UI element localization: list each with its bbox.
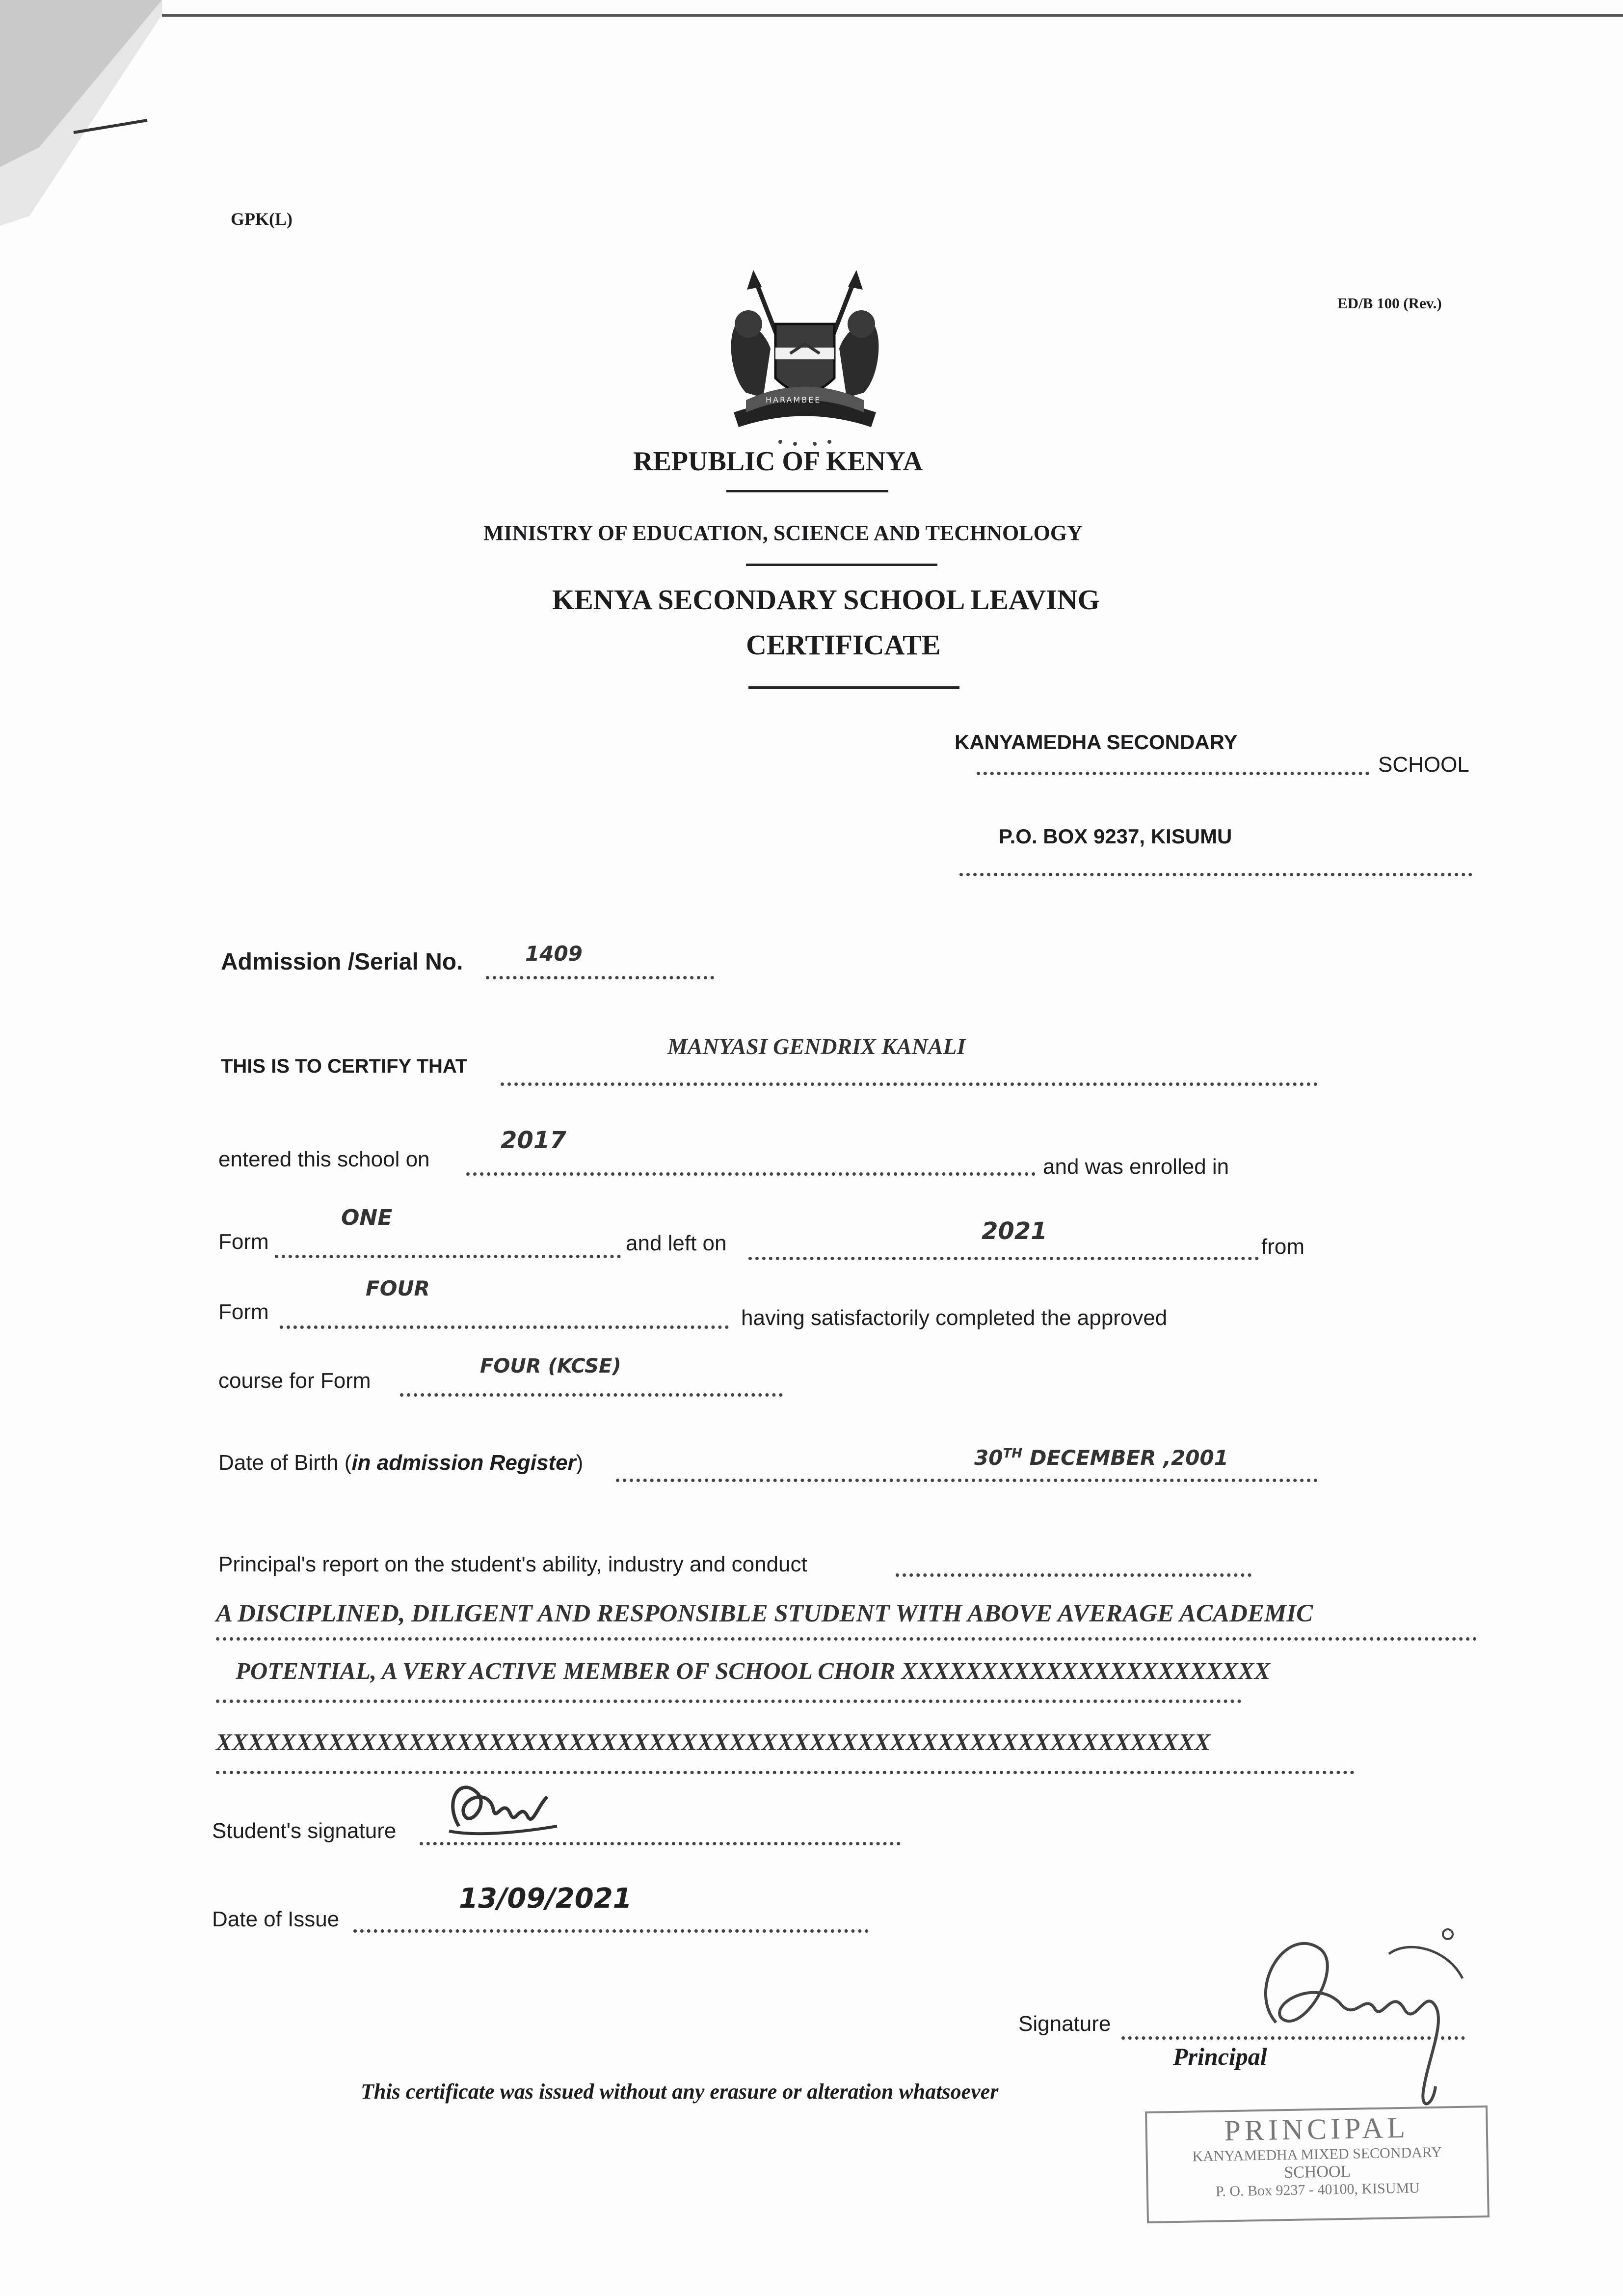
school-address-line bbox=[959, 873, 1472, 876]
republic-heading: REPUBLIC OF KENYA bbox=[633, 446, 923, 477]
issue-line bbox=[353, 1929, 869, 1933]
course-line bbox=[400, 1393, 783, 1397]
course-value: FOUR (KCSE) bbox=[480, 1355, 621, 1378]
report-underline-2 bbox=[216, 1700, 1242, 1703]
school-address: P.O. BOX 9237, KISUMU bbox=[999, 825, 1232, 848]
coat-of-arms-motto: HARAMBEE bbox=[766, 395, 822, 405]
report-line-1: A DISCIPLINED, DILIGENT AND RESPONSIBLE STUDENT WITH ABOVE AVERAGE ACADEMIC bbox=[216, 1600, 1313, 1627]
divider bbox=[746, 564, 937, 566]
issue-value: 13/09/2021 bbox=[459, 1883, 632, 1915]
entered-line bbox=[466, 1172, 1036, 1176]
report-label: Principal's report on the student's ability, industry and conduct bbox=[218, 1552, 807, 1576]
report-line-3: XXXXXXXXXXXXXXXXXXXXXXXXXXXXXXXXXXXXXXXXXXXXXXXXXXXXXXXXXXXXXX bbox=[216, 1729, 1211, 1756]
stamp-school-suffix: SCHOOL bbox=[1283, 2162, 1351, 2182]
certificate-title: KENYA SECONDARY SCHOOL LEAVING bbox=[552, 584, 1100, 616]
stamp-school: KANYAMEDHA MIXED SECONDARY bbox=[1192, 2144, 1442, 2165]
enrolled-label: and was enrolled in bbox=[1043, 1155, 1229, 1179]
form-code-right: ED/B 100 (Rev.) bbox=[1337, 295, 1442, 312]
report-underline-3 bbox=[216, 1771, 1355, 1774]
dob-day: 30 bbox=[974, 1446, 1003, 1470]
student-signature-label: Student's signature bbox=[212, 1819, 397, 1843]
dob-value bbox=[974, 1446, 1228, 1470]
principal-label: Principal bbox=[1173, 2043, 1267, 2070]
divider bbox=[726, 490, 888, 492]
form-left-line bbox=[280, 1325, 729, 1329]
completed-label: having satisfactorily completed the approved bbox=[741, 1306, 1168, 1330]
form-entry-value: ONE bbox=[341, 1205, 393, 1230]
ministry-heading: MINISTRY OF EDUCATION, SCIENCE AND TECHNOLOGY bbox=[483, 521, 1083, 545]
issue-label: Date of Issue bbox=[212, 1907, 340, 1931]
form-label: Form bbox=[218, 1300, 269, 1324]
admission-line bbox=[486, 976, 714, 979]
stamp-address: P. O. Box 9237 - 40100, KISUMU bbox=[1215, 2180, 1420, 2200]
dob-label-end: ) bbox=[576, 1451, 584, 1475]
admission-label: Admission /Serial No. bbox=[221, 949, 463, 975]
form-entry-line bbox=[275, 1255, 621, 1258]
left-on-line bbox=[748, 1257, 1259, 1260]
divider bbox=[748, 686, 959, 689]
left-on-label: and left on bbox=[626, 1231, 727, 1255]
stamp-title: PRINCIPAL bbox=[1224, 2111, 1410, 2147]
admission-value: 1409 bbox=[525, 942, 583, 966]
dob-suffix: TH bbox=[1003, 1446, 1022, 1461]
school-name-line bbox=[977, 772, 1369, 775]
form-label: Form bbox=[218, 1230, 269, 1254]
coat-of-arms-emblem bbox=[717, 265, 893, 452]
from-label: from bbox=[1261, 1235, 1304, 1259]
entered-label: entered this school on bbox=[218, 1147, 430, 1171]
course-label: course for Form bbox=[218, 1369, 371, 1393]
dob-line bbox=[616, 1479, 1318, 1482]
folded-corner bbox=[0, 0, 206, 226]
signature-label: Signature bbox=[1018, 2012, 1111, 2036]
scan-top-edge bbox=[162, 14, 1623, 17]
dob-label-start: Date of Birth ( bbox=[218, 1451, 352, 1475]
dob-month-year: DECEMBER ,2001 bbox=[1022, 1446, 1228, 1470]
report-line-2: POTENTIAL, A VERY ACTIVE MEMBER OF SCHOOL CHOIR XXXXXXXXXXXXXXXXXXXXXXX bbox=[236, 1657, 1271, 1684]
certify-label: THIS IS TO CERTIFY THAT bbox=[221, 1055, 468, 1077]
dob-label-italic: in admission Register bbox=[351, 1451, 576, 1475]
report-label-line bbox=[896, 1573, 1251, 1577]
left-on-value: 2021 bbox=[982, 1217, 1047, 1245]
principal-stamp bbox=[1145, 2106, 1490, 2223]
dob-label bbox=[218, 1451, 583, 1475]
certificate-title-line2: CERTIFICATE bbox=[746, 629, 941, 661]
student-signature-mark bbox=[429, 1767, 567, 1856]
school-name: KANYAMEDHA SECONDARY bbox=[955, 730, 1238, 754]
school-suffix: SCHOOL bbox=[1378, 753, 1469, 777]
entered-value: 2017 bbox=[501, 1127, 566, 1154]
report-underline-1 bbox=[216, 1637, 1477, 1641]
principal-signature-mark bbox=[1217, 1895, 1472, 2121]
student-name-value: MANYASI GENDRIX KANALI bbox=[667, 1034, 966, 1059]
footer-note: This certificate was issued without any erasure or alteration whatsoever bbox=[361, 2080, 999, 2104]
form-code-left: GPK(L) bbox=[231, 209, 293, 229]
student-name-line bbox=[501, 1082, 1318, 1086]
form-left-value: FOUR bbox=[366, 1276, 430, 1300]
